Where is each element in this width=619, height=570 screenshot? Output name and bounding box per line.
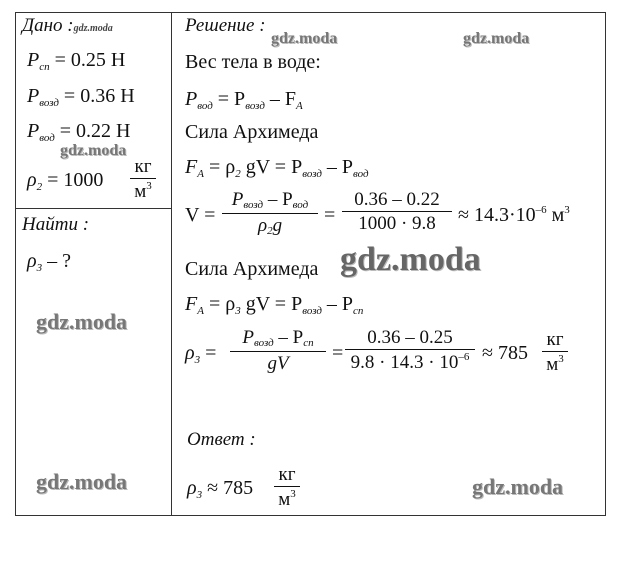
watermark: gdz.moda	[340, 241, 481, 278]
equation-3-fraction-1: Pвозд – Pвод ρ2g	[222, 190, 318, 237]
equation-5-fraction-2: 0.36 – 0.25 $9.8 \cdot 14.3 \cdot 10^{-6}$	[345, 328, 475, 372]
equation-5-lhs: $\rho_3$ =	[185, 342, 217, 366]
equation-5-equals: =	[332, 342, 344, 364]
given-p-vozd: $P_{возд} = 0.36$ Н	[27, 85, 135, 109]
watermark: gdz.moda	[36, 309, 128, 334]
watermark: gdz.moda	[271, 30, 338, 47]
given-p-vod: $P_{вод} = 0.22$ Н	[27, 120, 131, 144]
given-header: Дано :gdz.moda	[22, 15, 113, 36]
equation-5-result: ≈ 785	[482, 342, 528, 364]
given-p-sp: $P_{сп} = 0.25$ Н	[27, 49, 126, 73]
equation-4: $F_A = \rho_3$ gV = $P_{возд} - P_{сп}$	[185, 293, 364, 317]
given-rho2-unit: кг $м^3$	[130, 157, 156, 201]
watermark: gdz.moda	[60, 142, 127, 159]
solution-header: Решение :	[185, 15, 266, 36]
watermark: gdz.moda	[463, 30, 530, 47]
equation-3-result: ≈ $14.3\cdot 10^{-6}$ $м^3$	[458, 204, 570, 226]
watermark: gdz.moda	[36, 469, 128, 494]
watermark-tiny: gdz.moda	[73, 23, 113, 34]
line-archimedes-1: Сила Архимеда	[185, 121, 319, 143]
line-archimedes-2: Сила Архимеда	[185, 258, 319, 280]
equation-3-fraction-2: 0.36 – 0.22 1000 · 9.8	[342, 190, 452, 233]
watermark: gdz.moda	[472, 474, 564, 499]
equation-5-fraction-1: Pвозд – Pсп gV	[230, 328, 326, 373]
equation-2: $F_A = \rho_2$ gV = $P_{возд} - P_{вод}$	[185, 156, 369, 180]
answer-unit: кг $м^3$	[274, 465, 300, 509]
given-rho2: $\rho_2 = 1000$	[27, 169, 104, 193]
find-header: Найти :	[22, 214, 90, 235]
equation-3-lhs: V =	[185, 204, 216, 226]
answer-header: Ответ :	[187, 429, 256, 450]
equation-5-unit: кг $м^3$	[542, 330, 568, 374]
column-divider	[171, 12, 172, 516]
given-find-divider	[15, 208, 172, 209]
equation-1: $P_{вод} = P_{возд} - F_A$	[185, 88, 303, 112]
find-rho3: $\rho_3$ – ?	[27, 250, 71, 274]
equation-3-equals: =	[324, 204, 336, 226]
line-weight-in-water: Вес тела в воде:	[185, 51, 321, 73]
answer-value: $\rho_3 \approx 785$	[187, 477, 254, 501]
